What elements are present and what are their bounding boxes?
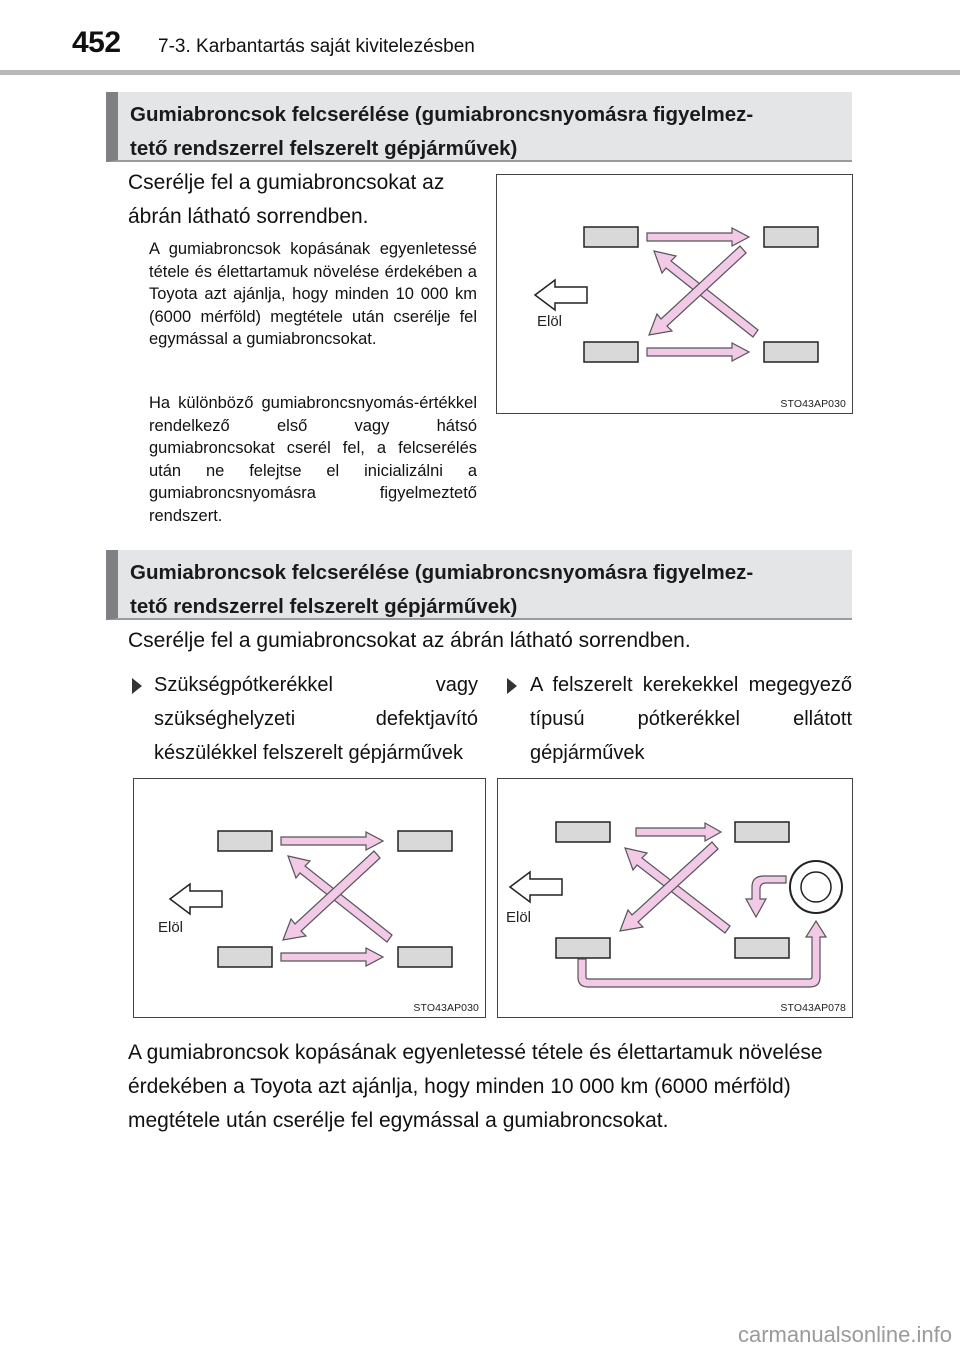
tire-front-left [556, 822, 610, 842]
figure-code: STO43AP078 [780, 1002, 846, 1014]
arrow-bottom-icon [281, 948, 383, 966]
section1-note-1: A gumiabroncsok kopásának egyenletessé tétele és élettartamuk növelése érdekében a Toyota azt ajánlja, hogy minden 10 000 km (6000 mérföld) megtétele után cserélje fel egymással a gumiabroncsokat. [149, 240, 477, 348]
section-heading-2 [106, 550, 852, 620]
tire-front-right [584, 342, 638, 362]
spare-tire-icon [790, 861, 842, 913]
front-direction-arrow-icon [535, 280, 587, 310]
section-heading-1-line1: Gumiabroncsok felcserélése (gumiabroncsnyomásra figyelmez- [130, 103, 754, 126]
rotation-diagram-3 [497, 778, 853, 1018]
page-number: 452 [72, 26, 121, 59]
arrow-top-icon [647, 228, 749, 246]
tire-rear-left [764, 227, 818, 247]
rotation-diagram-2-graphic [134, 779, 487, 1019]
front-direction-arrow-icon [510, 872, 562, 902]
bullet-triangle-icon [507, 678, 517, 694]
section1-lead-line1: Cserélje fel a gumiabroncsokat az [128, 171, 445, 194]
section1-lead-line2: ábrán látható sorrendben. [128, 205, 369, 228]
front-direction-arrow-icon [170, 884, 222, 914]
tire-rear-right [398, 947, 452, 967]
front-label: Elöl [537, 313, 563, 330]
figure-code: STO43AP030 [413, 1002, 479, 1014]
closing-paragraph: A gumiabroncsok kopásának egyenletessé tétele és élettartamuk növelése érdekében a Toyota azt ajánlja, hogy minden 10 000 km (6000 mérföld) megtétele után cserélje fel egymással a gumiabroncsokat. [128, 1041, 823, 1132]
tire-front-left [584, 227, 638, 247]
header-divider [0, 70, 960, 75]
section1-note-2: Ha különböző gumiabroncsnyomás-értékkel rendelkező első vagy hátsó gumiabroncsokat cserél fel, a felcserélés után ne felejtse el inicializálni a gumiabroncsnyomásra figyelmeztető rendszert. [149, 394, 477, 525]
tire-rear-right [764, 342, 818, 362]
arrow-top-icon [636, 823, 721, 841]
tire-front-right [556, 938, 610, 958]
rotation-diagram-2 [133, 778, 486, 1018]
section-heading-2-line1: Gumiabroncsok felcserélése (gumiabroncsnyomásra figyelmez- [130, 561, 754, 584]
section-heading-1 [106, 92, 852, 162]
tire-front-left [218, 831, 272, 851]
tire-front-right [218, 947, 272, 967]
watermark: carmanualsonline.info [737, 1322, 952, 1347]
rotation-diagram-1 [496, 174, 853, 414]
front-label: Elöl [158, 919, 184, 936]
tire-rear-left [398, 831, 452, 851]
tire-rear-right [735, 938, 789, 958]
front-label: Elöl [506, 909, 532, 926]
arrow-top-icon [281, 832, 383, 850]
bullet-fullsize-spare: A felszerelt kerekekkel megegyező típusú pótkerékkel ellátott gépjárművek [530, 674, 852, 764]
section-heading-2-line2: tető rendszerrel felszerelt gépjárművek) [130, 595, 518, 618]
chapter-title: 7-3. Karbantartás saját kivitelezésben [158, 36, 475, 57]
section2-lead: Cserélje fel a gumiabroncsokat az ábrán látható sorrendben. [128, 629, 691, 652]
bullet-triangle-icon [132, 678, 142, 694]
section1-lead [128, 166, 488, 234]
rotation-diagram-1-graphic [497, 175, 854, 415]
section-heading-1-line2: tető rendszerrel felszerelt gépjárművek) [130, 137, 518, 160]
rotation-diagram-3-graphic [498, 779, 854, 1019]
arrow-bottom-icon [647, 343, 749, 361]
bullet-spare-emergency: Szükségpótkerékkel vagy szükséghelyzeti defektjavító készülékkel felszerelt gépjárművek [154, 674, 478, 764]
arrow-to-spare-icon [746, 876, 786, 917]
figure-code: STO43AP030 [780, 398, 846, 410]
tire-rear-left [735, 822, 789, 842]
